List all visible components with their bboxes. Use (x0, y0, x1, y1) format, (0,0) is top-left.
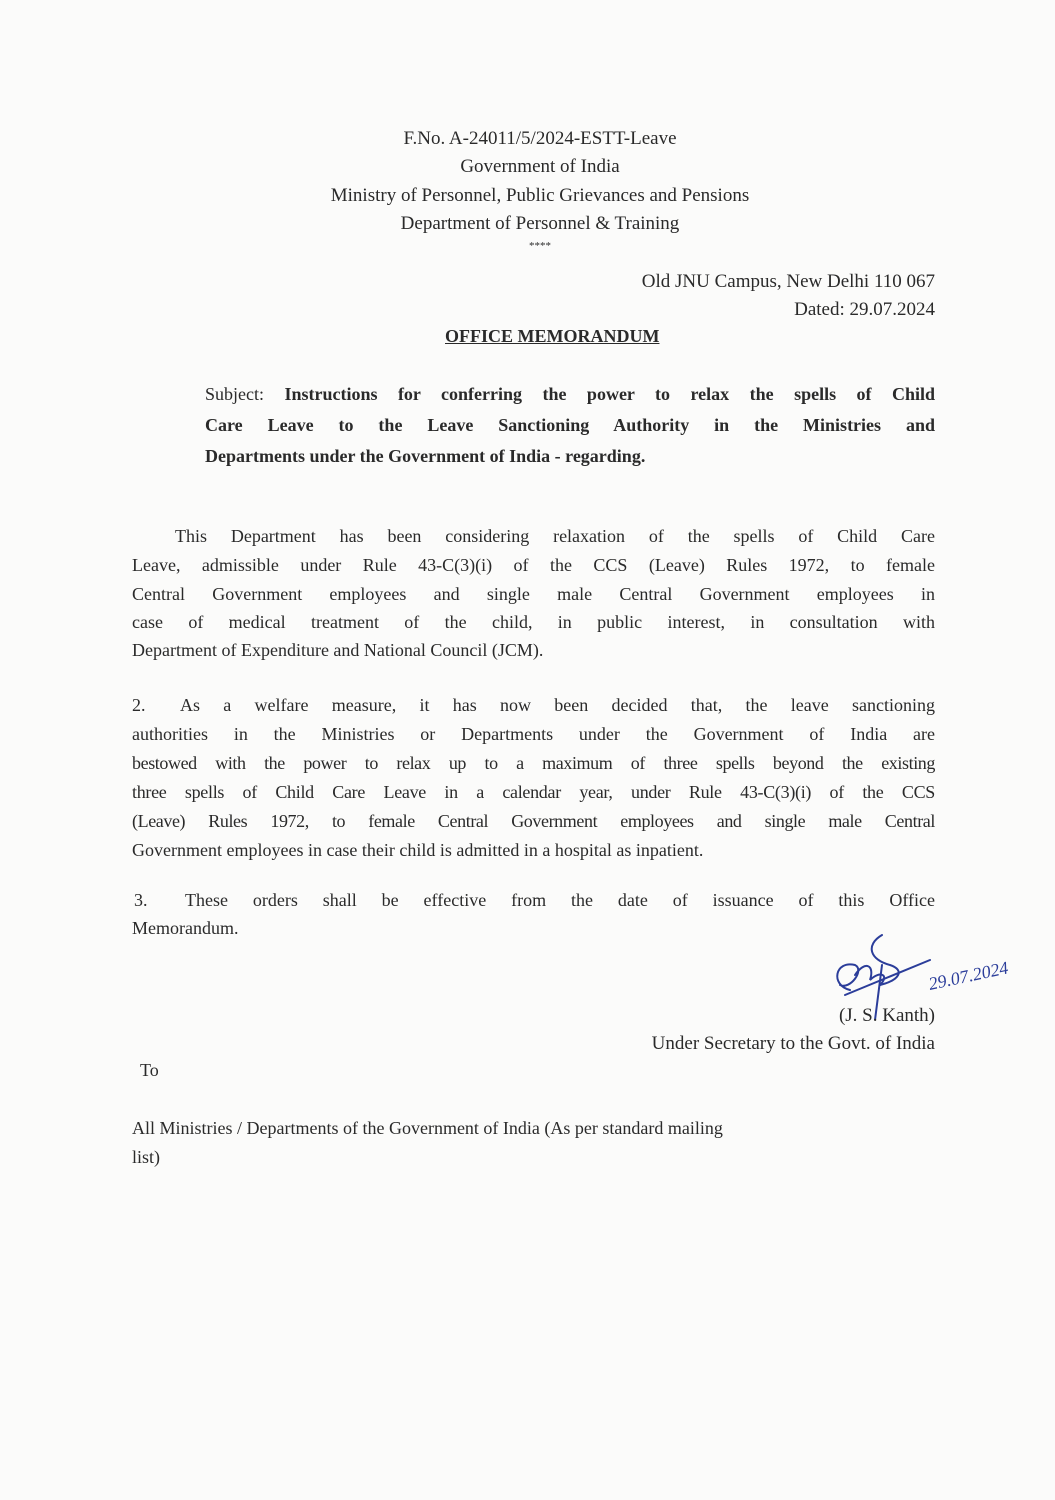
subject-line: Care Leave to the Leave Sanctioning Authority in the Ministries and (205, 415, 935, 435)
signatory-designation: Under Secretary to the Govt. of India (651, 1033, 935, 1054)
paragraph-line: authorities in the Ministries or Departments under the Government of India are (132, 724, 935, 744)
subject-label: Subject: (205, 384, 264, 404)
paragraph-line: These orders shall be effective from the date of issuance of this Office (185, 890, 935, 910)
ministry-name: Ministry of Personnel, Public Grievances and Pensions (330, 185, 750, 206)
subject-line: Departments under the Government of India - regarding. (205, 446, 646, 466)
paragraph-line: Department of Expenditure and National Council (JCM). (132, 640, 544, 660)
address: Old JNU Campus, New Delhi 110 067 (641, 271, 935, 292)
signature-date: 29.07.2024 (926, 957, 1011, 994)
paragraph-line: case of medical treatment of the child, in public interest, in consultation with (132, 612, 935, 632)
paragraph-line: Government employees in case their child is admitted in a hospital as inpatient. (132, 840, 704, 860)
subject-line: Instructions for conferring the power to relax the spells of Child (284, 384, 936, 404)
paragraph-line: Memorandum. (132, 918, 239, 938)
paragraph-line: As a welfare measure, it has now been decided that, the leave sanctioning (180, 695, 935, 715)
paragraph-number: 2. (132, 695, 146, 715)
file-number: F.No. A-24011/5/2024-ESTT-Leave (403, 128, 677, 149)
paragraph-number: 3. (134, 890, 148, 910)
to-label: To (140, 1060, 159, 1080)
government-name: Government of India (460, 156, 620, 177)
paragraph-line: (Leave) Rules 1972, to female Central Government employees and single male Central (132, 811, 935, 831)
page-title: OFFICE MEMORANDUM (445, 326, 660, 346)
paragraph-line: Leave, admissible under Rule 43-C(3)(i) of the CCS (Leave) Rules 1972, to female (132, 555, 935, 575)
paragraph-line: three spells of Child Care Leave in a calendar year, under Rule 43-C(3)(i) of the CCS (132, 782, 935, 802)
paragraph-line: This Department has been considering relaxation of the spells of Child Care (175, 526, 935, 546)
separator: **** (529, 240, 551, 252)
recipients-continued: list) (132, 1147, 161, 1167)
date: Dated: 29.07.2024 (794, 299, 935, 320)
paragraph-line: Central Government employees and single male Central Government employees in (132, 584, 935, 604)
signatory-name: (J. S. Kanth) (838, 1005, 935, 1026)
paragraph-line: bestowed with the power to relax up to a maximum of three spells beyond the existing (132, 753, 935, 773)
department-name: Department of Personnel & Training (400, 213, 680, 234)
recipients: All Ministries / Departments of the Government of India (As per standard mailing (132, 1118, 723, 1138)
